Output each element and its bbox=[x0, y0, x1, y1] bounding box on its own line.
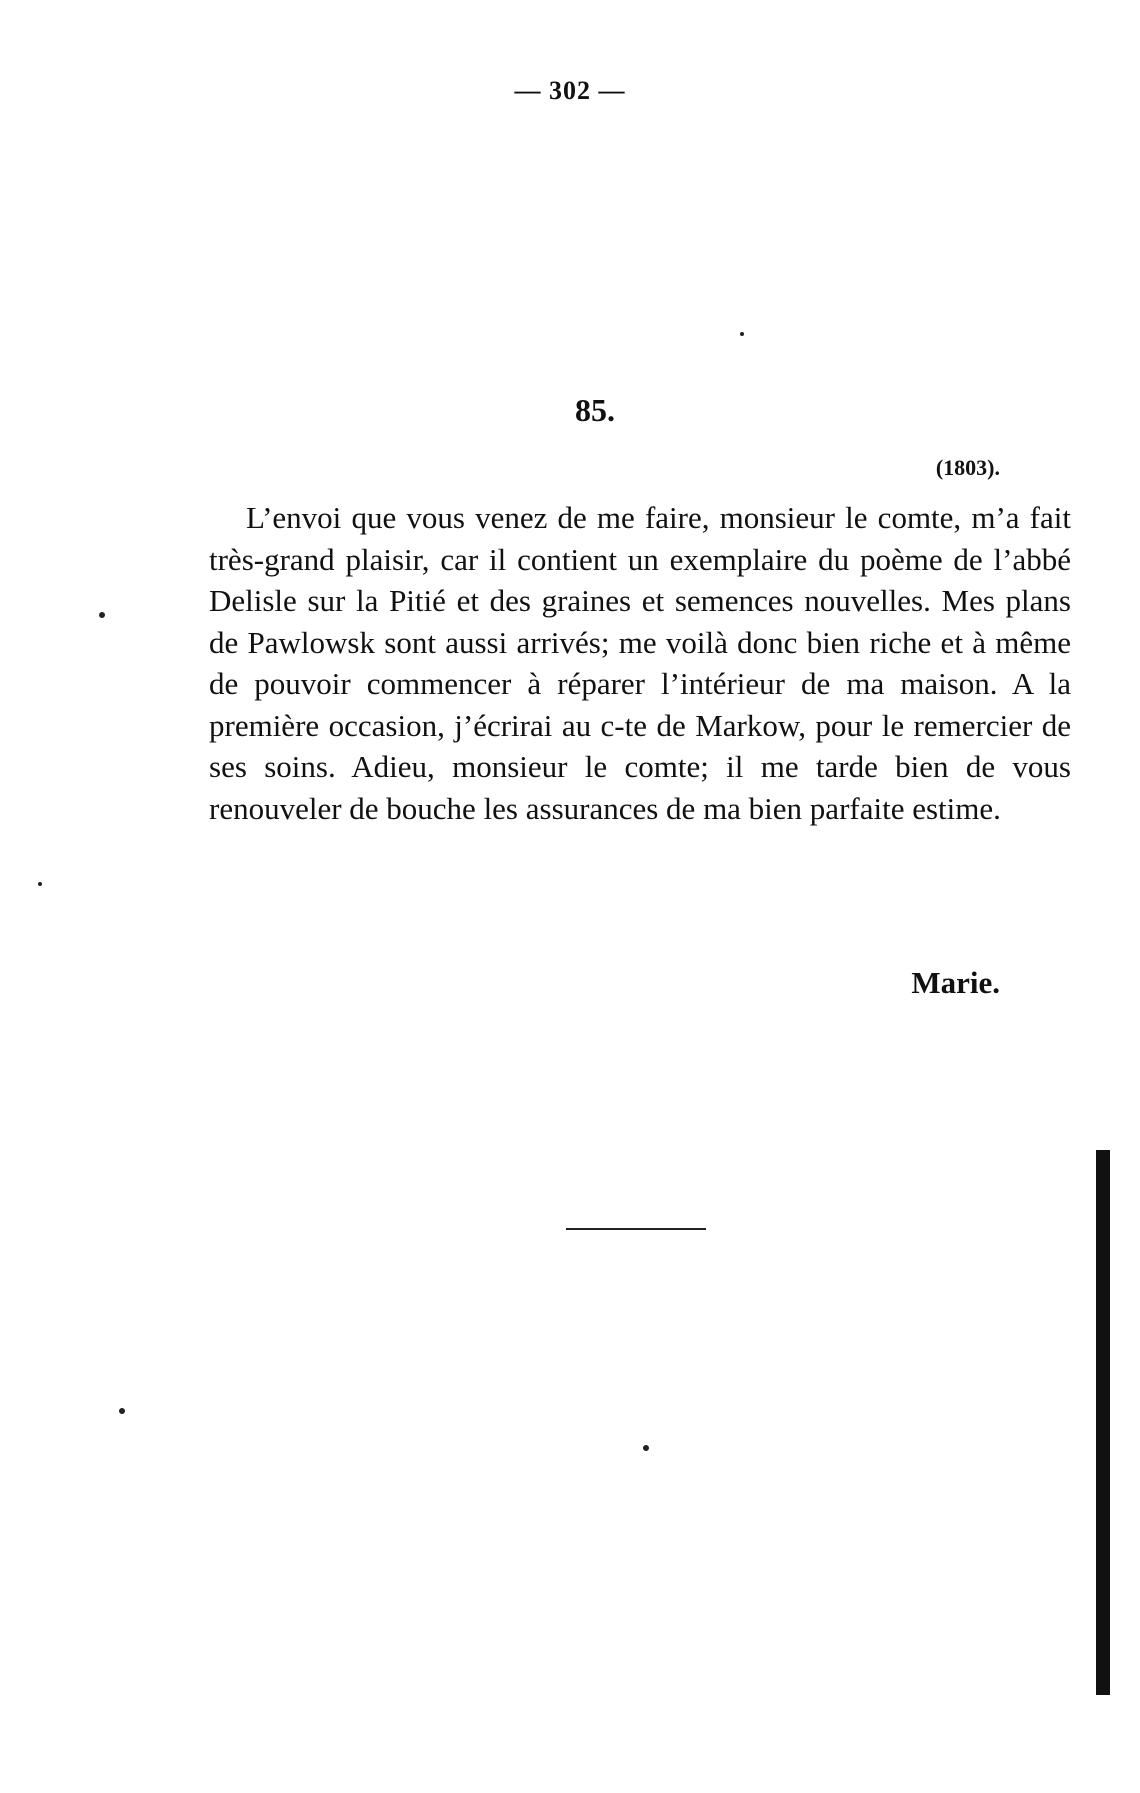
page-number: — 302 — bbox=[514, 76, 626, 105]
letter-body: L’envoi que vous venez de me faire, monsieur le comte, m’a fait très-grand plaisir, car il contient un exemplaire du poème de l’abbé Delisle sur la Pitié et des graines et semences nouvelles. Mes plans de Pawlowsk sont aussi arrivés; me voilà donc bien riche et à même de pouvoir commencer à réparer l’intérieur de ma maison. A la première occasion, j’écrirai au c-te de Markow, pour le remercier de ses soins. Adieu, monsieur le comte; il me tarde bien de vous renouveler de bouche les assurances de ma bien parfaite estime. bbox=[209, 500, 1071, 826]
signature: Marie. bbox=[911, 965, 1000, 1000]
scan-speck bbox=[643, 1445, 649, 1451]
scan-edge-line bbox=[1096, 1150, 1110, 1695]
letter-date: (1803). bbox=[935, 455, 1000, 480]
letter-number: 85. bbox=[575, 392, 615, 428]
scan-speck bbox=[38, 882, 42, 886]
scan-speck bbox=[119, 1408, 125, 1414]
scan-speck bbox=[740, 332, 744, 336]
scan-speck bbox=[99, 612, 105, 618]
section-divider bbox=[566, 1228, 706, 1230]
